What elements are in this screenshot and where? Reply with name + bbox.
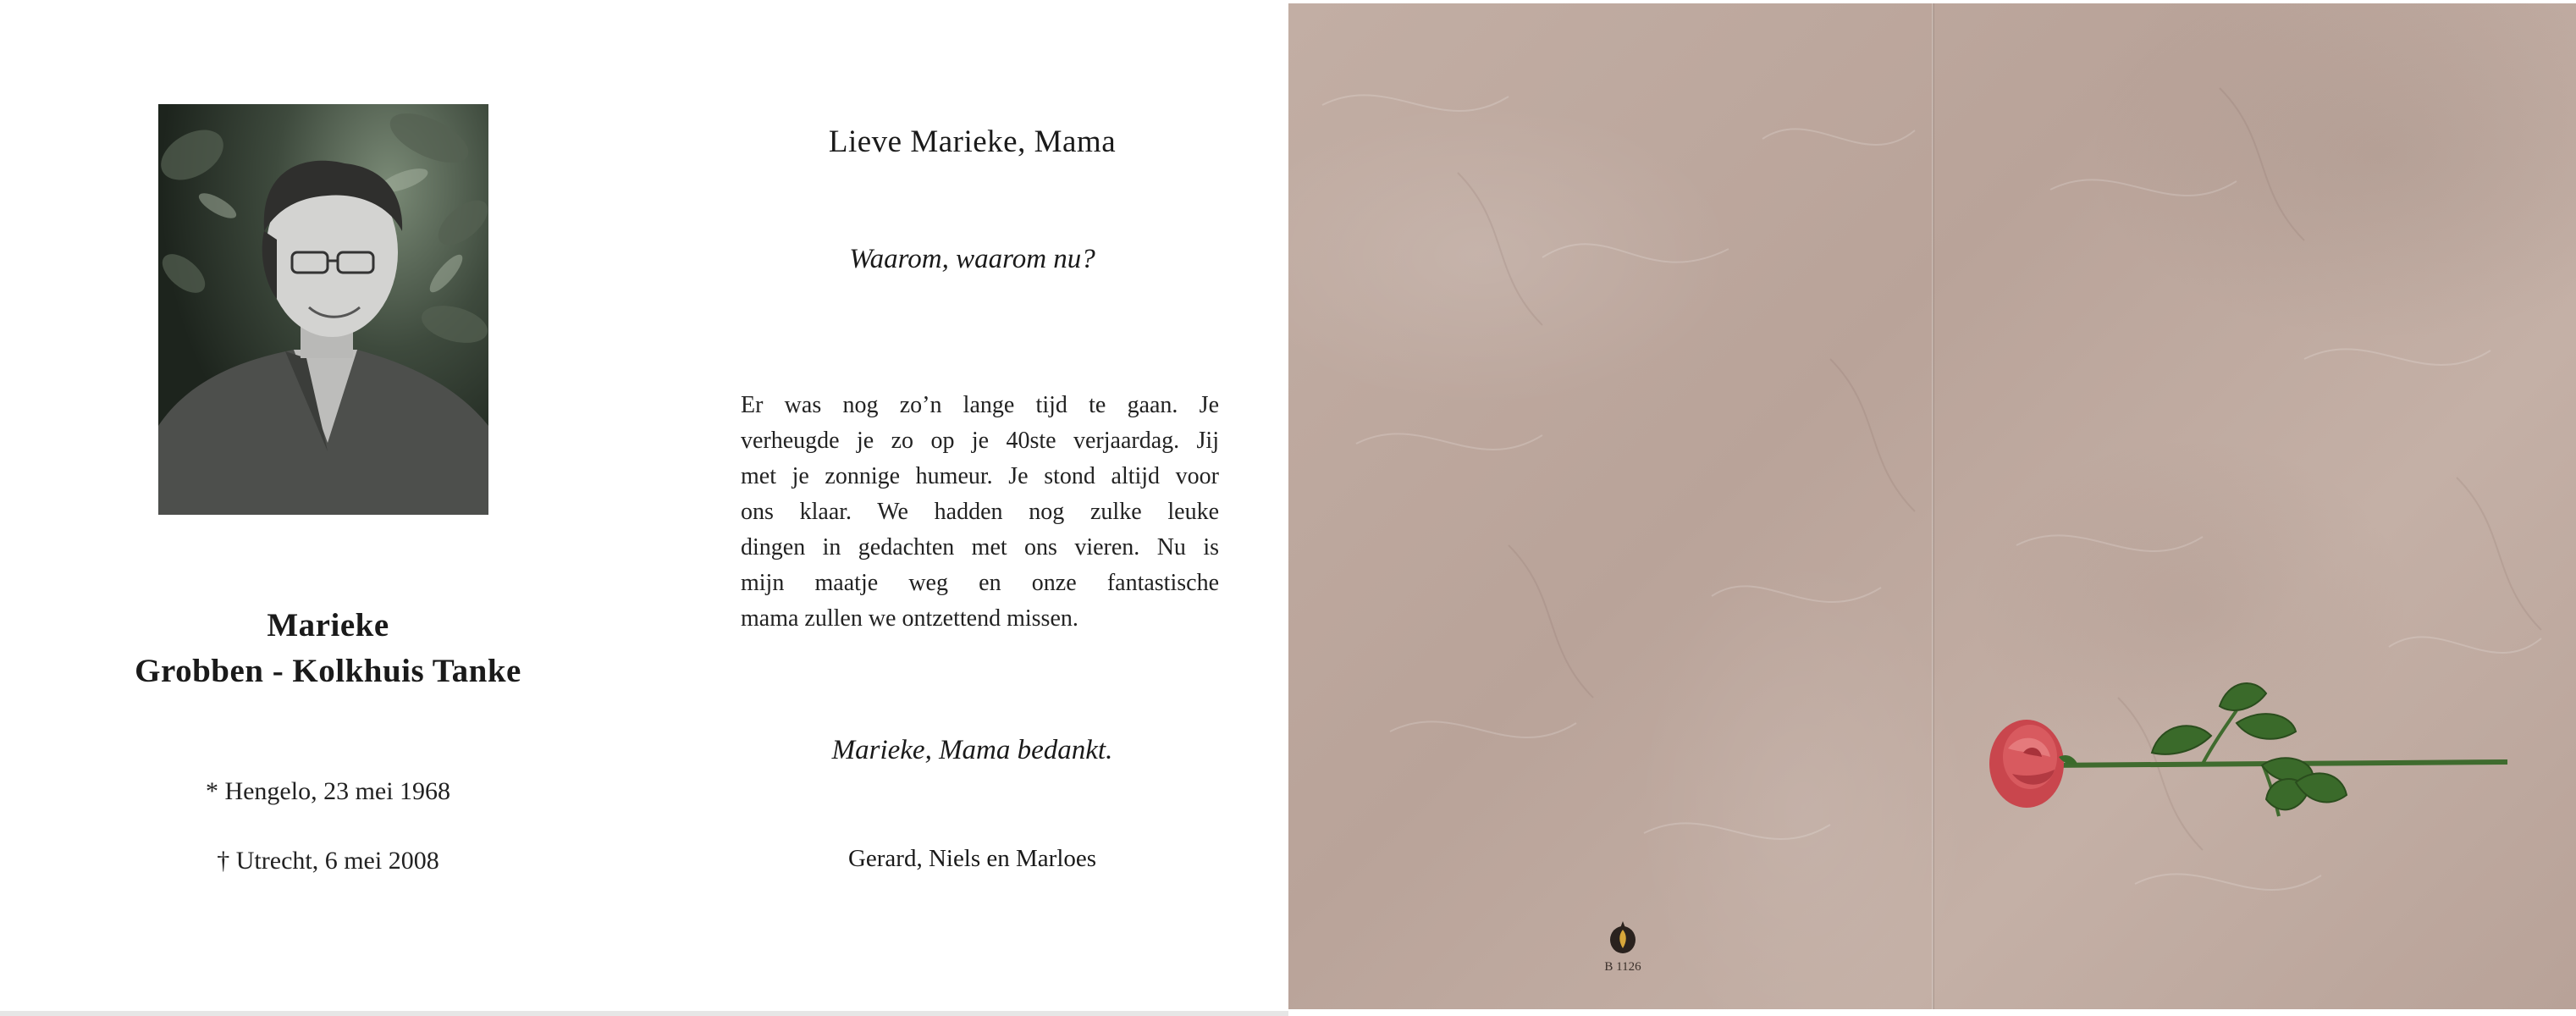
poem-text xyxy=(741,388,1219,637)
left-page xyxy=(0,0,656,1016)
rose-icon xyxy=(1983,672,2524,859)
poem-line: Er was nog zo’n lange tijd te gaan. Je xyxy=(741,392,1219,418)
poem-line: ons klaar. We hadden nog zulke leuke xyxy=(741,499,1219,525)
poem-line: mijn maatje weg en onze fantastische xyxy=(741,570,1219,596)
portrait-photo xyxy=(158,104,488,515)
fold-line xyxy=(1932,3,1934,1009)
deceased-full-name: Grobben - Kolkhuis Tanke xyxy=(135,653,521,689)
death-date: † Utrecht, 6 mei 2008 xyxy=(217,847,439,875)
deceased-first-name: Marieke xyxy=(267,607,389,643)
family-signature: Gerard, Niels en Marloes xyxy=(847,845,1097,872)
question-line: Waarom, waarom nu? xyxy=(849,244,1095,274)
poem-line: dingen in gedachten met ons vieren. Nu is xyxy=(741,534,1219,560)
right-page xyxy=(656,0,1288,1016)
poem-line: verheugde je zo op je 40ste verjaardag. Jij xyxy=(741,428,1219,454)
birth-date: * Hengelo, 23 mei 1968 xyxy=(205,777,451,805)
greeting: Lieve Marieke, Mama xyxy=(828,124,1117,159)
card-cover xyxy=(1288,3,2576,1009)
poem-line: mama zullen we ontzettend missen. xyxy=(741,605,1078,632)
poem-line: met je zonnige humeur. Je stond altijd voor xyxy=(741,463,1219,489)
thanks-line: Marieke, Mama bedankt. xyxy=(831,735,1113,765)
card-code: B 1126 xyxy=(1604,960,1641,974)
publisher-mark xyxy=(1593,919,1652,975)
publisher-logo-icon xyxy=(1607,919,1639,955)
